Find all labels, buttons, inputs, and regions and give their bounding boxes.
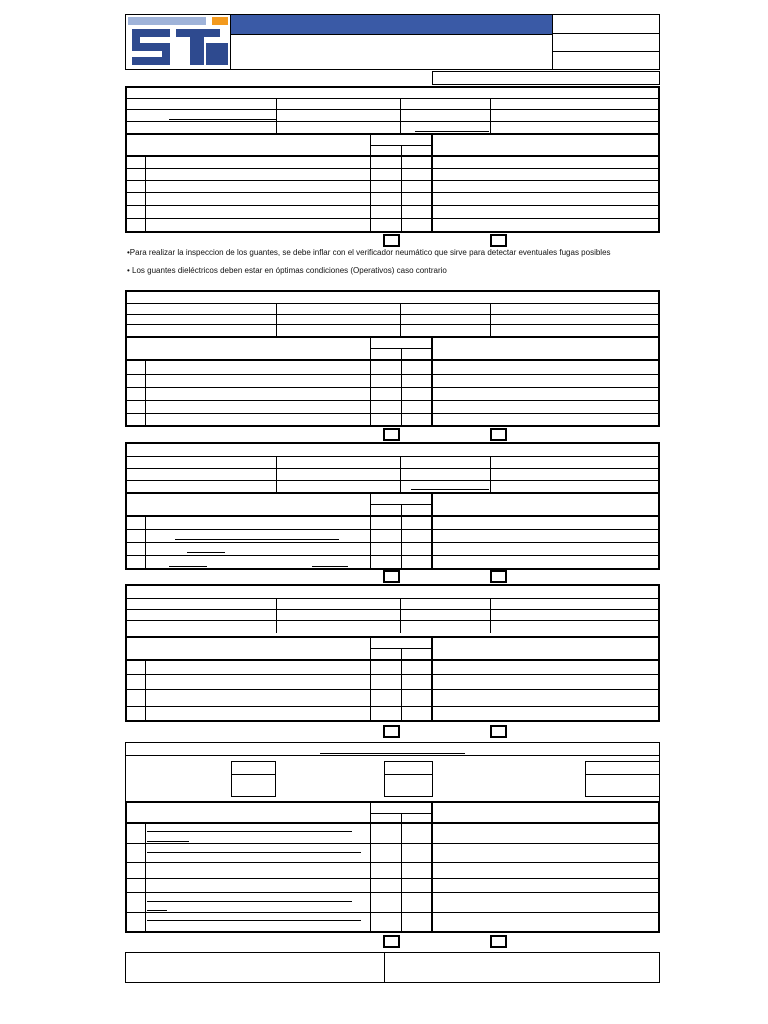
checkbox-4a[interactable] bbox=[383, 725, 400, 738]
title-bar bbox=[231, 15, 553, 34]
signature-box-right[interactable] bbox=[384, 952, 660, 983]
checkbox-1b[interactable] bbox=[490, 234, 507, 247]
section-4 bbox=[125, 584, 660, 722]
checkbox-3a[interactable] bbox=[383, 570, 400, 583]
company-logo bbox=[125, 14, 231, 70]
field-box-b[interactable] bbox=[384, 761, 433, 797]
checkbox-2a[interactable] bbox=[383, 428, 400, 441]
field-box-c[interactable] bbox=[585, 761, 660, 797]
field-box-a[interactable] bbox=[231, 761, 276, 797]
date-field[interactable] bbox=[432, 71, 660, 85]
checkbox-5b[interactable] bbox=[490, 935, 507, 948]
st-logo-icon bbox=[126, 15, 230, 69]
section-3 bbox=[125, 442, 660, 570]
note-gloves-condition: • Los guantes dieléctricos deben estar en óptimas condiciones (Operativos) caso contrario bbox=[127, 266, 447, 275]
checkbox-5a[interactable] bbox=[383, 935, 400, 948]
signature-box-left[interactable] bbox=[125, 952, 385, 983]
note-inflation: •Para realizar la inspeccion de los guantes, se debe inflar con el verificador neumático que sirve para detectar eventuales fugas posibles bbox=[127, 248, 611, 257]
checkbox-2b[interactable] bbox=[490, 428, 507, 441]
checkbox-1a[interactable] bbox=[383, 234, 400, 247]
section-2 bbox=[125, 290, 660, 427]
section-5-title bbox=[125, 742, 660, 756]
checkbox-3b[interactable] bbox=[490, 570, 507, 583]
section-5-table bbox=[125, 801, 660, 933]
section-1 bbox=[125, 86, 660, 233]
checkbox-4b[interactable] bbox=[490, 725, 507, 738]
